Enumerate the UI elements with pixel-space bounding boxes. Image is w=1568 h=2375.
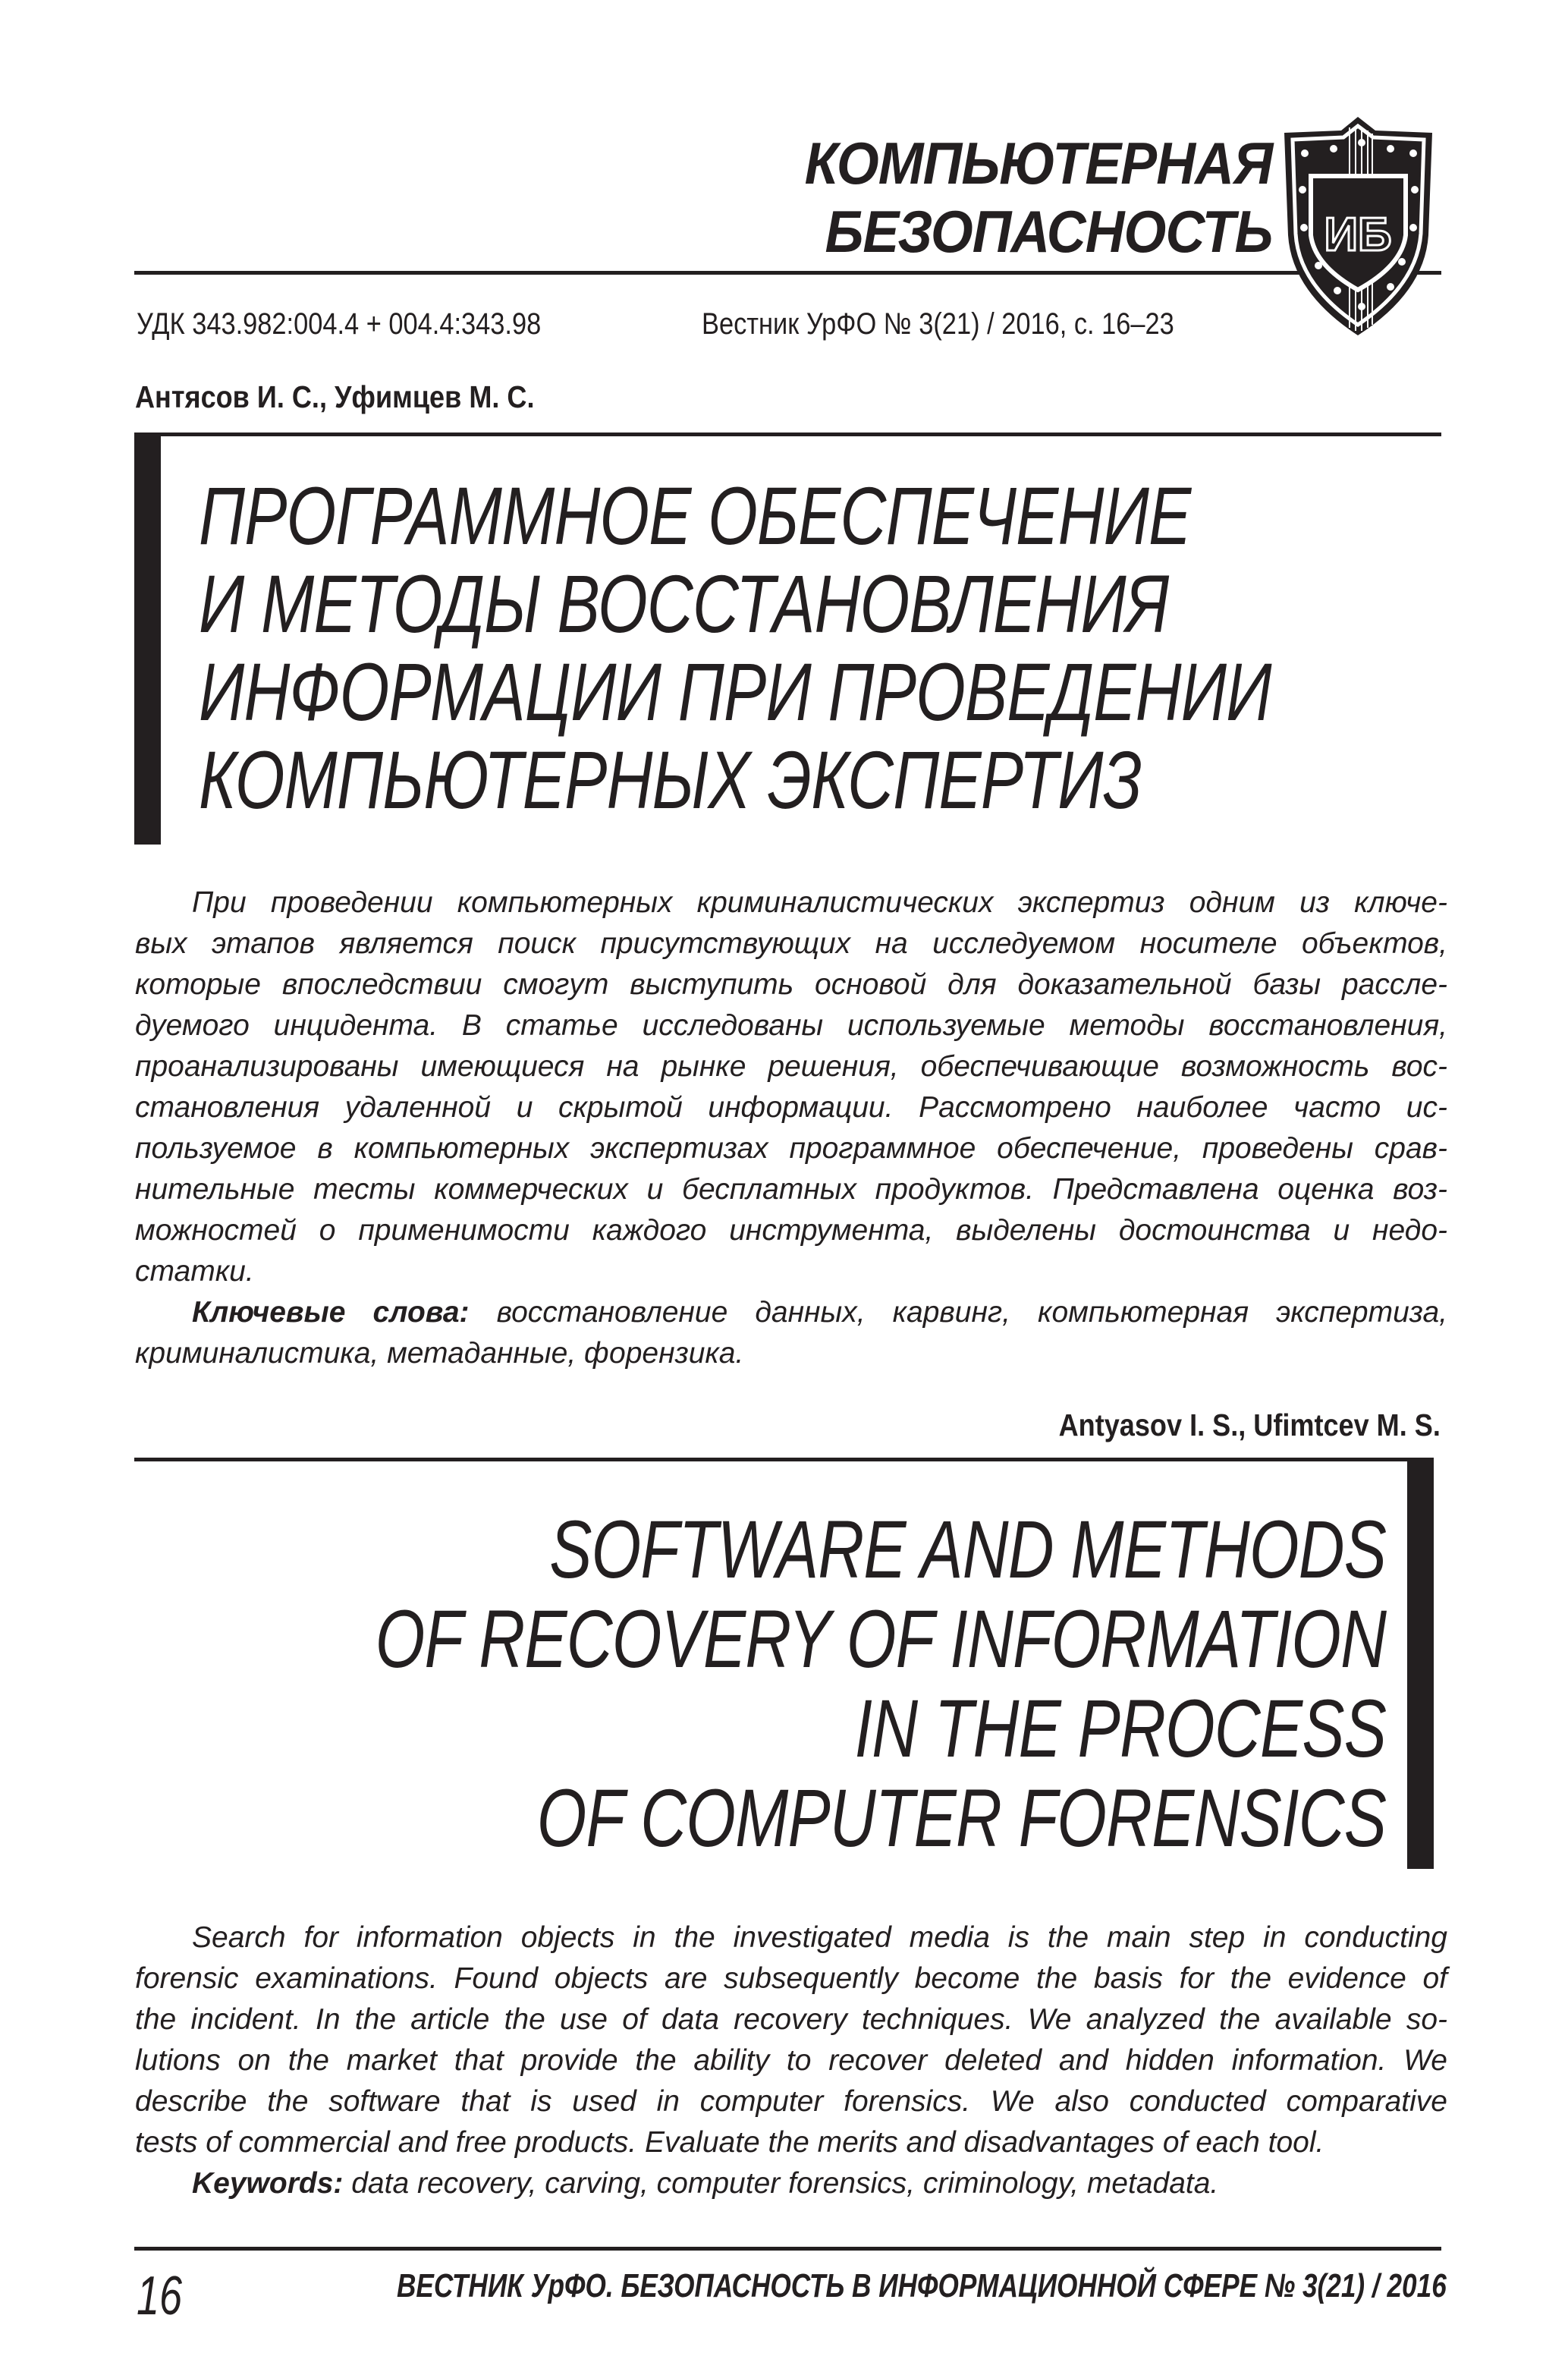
title-en-line: OF RECOVERY OF INFORMATION: [375, 1593, 1386, 1685]
abstract-ru-line: пользуемое в компьютерных экспертизах программное обеспечение, проведены срав-: [135, 1132, 1447, 1165]
abstract-en-line: describe the software that is used in computer forensics. We also conducted comparative: [135, 2085, 1447, 2118]
keywords-ru-text: восстановление данных, карвинг, компьютерная экспертиза,: [469, 1296, 1447, 1329]
abstract-en-line: lutions on the market that provide the ability to recover deleted and hidden information. We: [135, 2044, 1447, 2077]
abstract-ru: [135, 882, 1447, 1374]
section-heading-line2: БЕЗОПАСНОСТЬ: [825, 198, 1272, 265]
section-heading-line1: КОМПЬЮТЕРНАЯ: [804, 130, 1272, 197]
abstract-en-line: Search for information objects in the investigated media is the main step in conducting: [192, 1921, 1447, 1954]
shield-logo-icon: [1277, 114, 1440, 341]
title-en-top-rule: [134, 1458, 1434, 1461]
title-ru-line: ПРОГРАММНОЕ ОБЕСПЕЧЕНИЕ: [199, 470, 1191, 562]
abstract-en-line: the incident. In the article the use of data recovery techniques. We analyzed the available so-: [135, 2003, 1447, 2036]
title-ru-side-bar: [134, 433, 161, 845]
keywords-en-label: Keywords:: [192, 2167, 344, 2200]
title-ru-top-rule: [134, 433, 1441, 436]
title-ru-line: И МЕТОДЫ ВОССТАНОВЛЕНИЯ: [199, 558, 1169, 650]
abstract-ru-line: При проведении компьютерных криминалистических экспертиз одним из ключе-: [192, 886, 1447, 919]
abstract-en: [135, 1917, 1447, 2204]
keywords-en-text: data recovery, carving, computer forensics, criminology, metadata.: [343, 2167, 1219, 2200]
title-en-line: SOFTWARE AND METHODS: [549, 1503, 1386, 1595]
abstract-ru-line: становления удаленной и скрытой информации. Рассмотрено наиболее часто ис-: [135, 1091, 1447, 1124]
keywords-ru-label: Ключевые слова:: [192, 1296, 470, 1329]
title-en-line: IN THE PROCESS: [854, 1682, 1386, 1774]
article-title-en: [376, 1505, 1386, 1863]
abstract-ru-line: которые впоследствии смогут выступить основой для доказательной базы рассле-: [135, 968, 1447, 1001]
authors-ru: Антясов И. С., Уфимцев М. С.: [135, 379, 535, 414]
page-number: 16: [137, 2266, 183, 2326]
authors-en: Antyasov I. S., Ufimtcev M. S.: [1058, 1408, 1441, 1442]
abstract-en-line: tests of commercial and free products. Evaluate the merits and disadvantages of each tool.: [135, 2126, 1324, 2159]
abstract-ru-line: дуемого инцидента. В статье исследованы используемые методы восстановления,: [135, 1009, 1447, 1042]
footer-rule: [134, 2247, 1441, 2251]
footer-journal-title: ВЕСТНИК УрФО. БЕЗОПАСНОСТЬ В ИНФОРМАЦИОННОЙ СФЕРЕ № 3(21) / 2016: [397, 2267, 1447, 2304]
article-title-ru: [199, 472, 1271, 824]
abstract-en-line: forensic examinations. Found objects are subsequently become the basis for the evidence of: [135, 1962, 1447, 1995]
journal-citation: Вестник УрФО № 3(21) / 2016, с. 16–23: [702, 307, 1174, 341]
title-en-line: OF COMPUTER FORENSICS: [536, 1772, 1386, 1864]
keywords-ru: [135, 1292, 1447, 1333]
title-en-side-bar: [1407, 1458, 1434, 1869]
title-ru-line: КОМПЬЮТЕРНЫХ ЭКСПЕРТИЗ: [199, 734, 1142, 826]
udk-code: УДК 343.982:004.4 + 004.4:343.98: [137, 307, 542, 341]
section-heading: [804, 129, 1272, 266]
abstract-ru-line: вых этапов является поиск присутствующих на исследуемом носителе объектов,: [135, 927, 1447, 960]
header-rule: [134, 271, 1441, 275]
abstract-ru-line: нительные тесты коммерческих и бесплатных продуктов. Представлена оценка воз-: [135, 1173, 1447, 1206]
abstract-ru-line: статки.: [135, 1255, 254, 1288]
keywords-en: [135, 2163, 1447, 2204]
title-ru-line: ИНФОРМАЦИИ ПРИ ПРОВЕДЕНИИ: [199, 646, 1271, 738]
abstract-ru-line: можностей о применимости каждого инструмента, выделены достоинства и недо-: [135, 1214, 1447, 1247]
logo-letters: ИБ: [1324, 209, 1392, 261]
keywords-ru-continued: криминалистика, метаданные, форензика.: [135, 1337, 744, 1370]
abstract-ru-line: проанализированы имеющиеся на рынке решения, обеспечивающие возможность вос-: [135, 1050, 1447, 1083]
